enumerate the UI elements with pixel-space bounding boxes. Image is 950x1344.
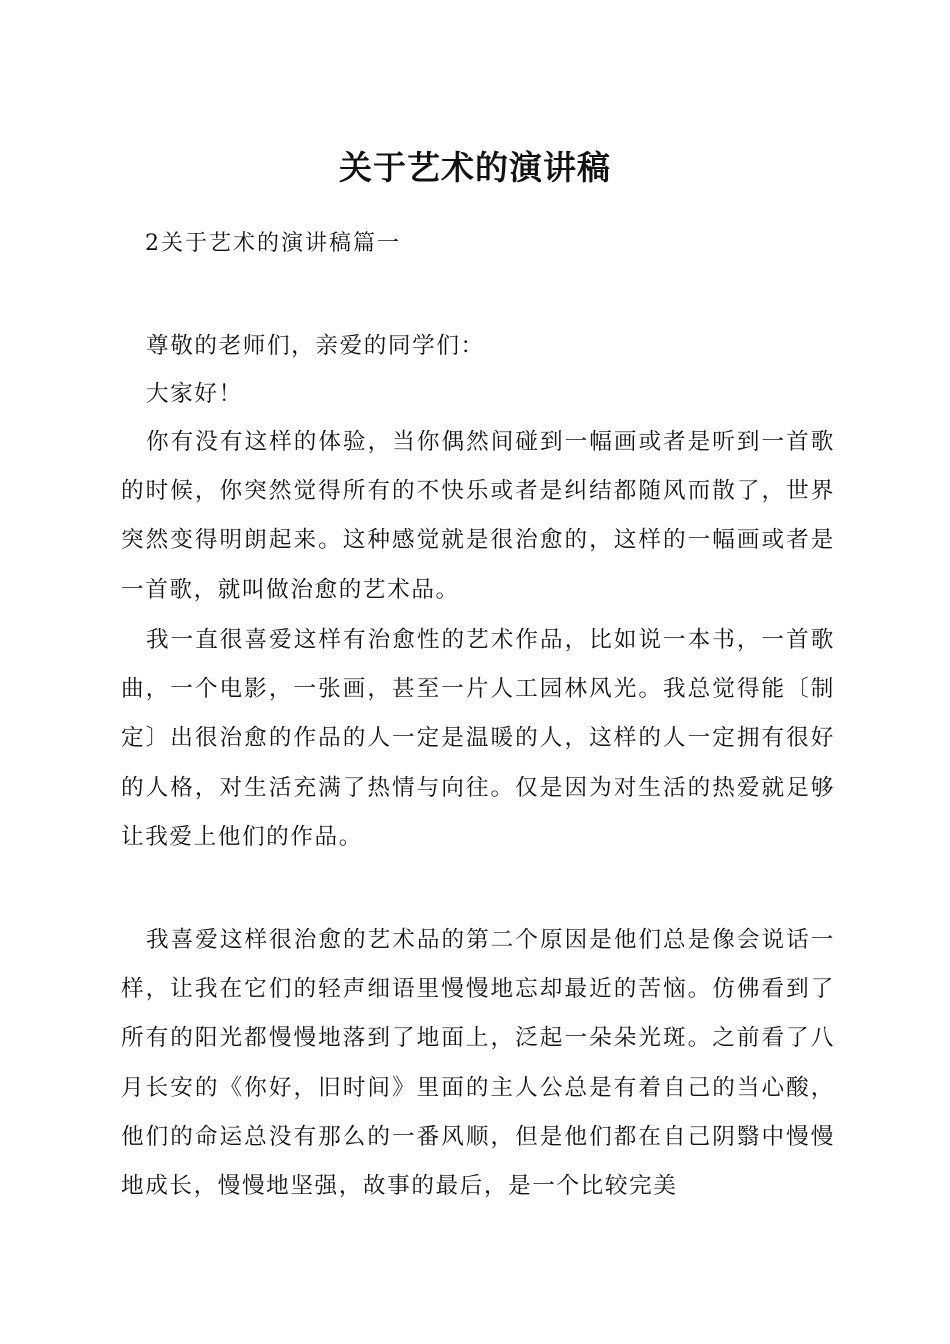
salutation-paragraph: 大家好！ (146, 381, 243, 407)
body-paragraph-1: 你有没有这样的体验，当你偶然间碰到一幅画或者是听到一首歌的时候，你突然觉得所有的不快乐或者是纠结都随风而散了，世界突然变得明朗起来。这种感觉就是很治愈的，这样的一幅画或者是一首歌，就叫做治愈的艺术品。 (121, 429, 835, 603)
document-title: 关于艺术的演讲稿 (339, 148, 611, 187)
document-subtitle: 2关于艺术的演讲稿篇一 (145, 231, 401, 256)
body-paragraph-3: 我喜爱这样很治愈的艺术品的第二个原因是他们总是像会说话一样，让我在它们的轻声细语里慢慢地忘却最近的苦恼。仿佛看到了所有的阳光都慢慢地落到了地面上，泛起一朵朵光斑。之前看了八月长安的《你好，旧时间》里面的主人公总是有着自己的当心酸，他们的命运总没有那么的一番风顺，但是他们都在自己阴翳中慢慢地成长，慢慢地坚强，故事的最后，是一个比较完美 (121, 927, 835, 1200)
body-paragraph-2: 我一直很喜爱这样有治愈性的艺术作品，比如说一本书，一首歌曲，一个电影，一张画，甚至一片人工园林风光。我总觉得能〔制定〕出很治愈的作品的人一定是温暖的人，这样的人一定拥有很好的人格，对生活充满了热情与向往。仅是因为对生活的热爱就足够让我爱上他们的作品。 (121, 627, 835, 850)
greeting-paragraph: 尊敬的老师们，亲爱的同学们： (146, 333, 485, 359)
